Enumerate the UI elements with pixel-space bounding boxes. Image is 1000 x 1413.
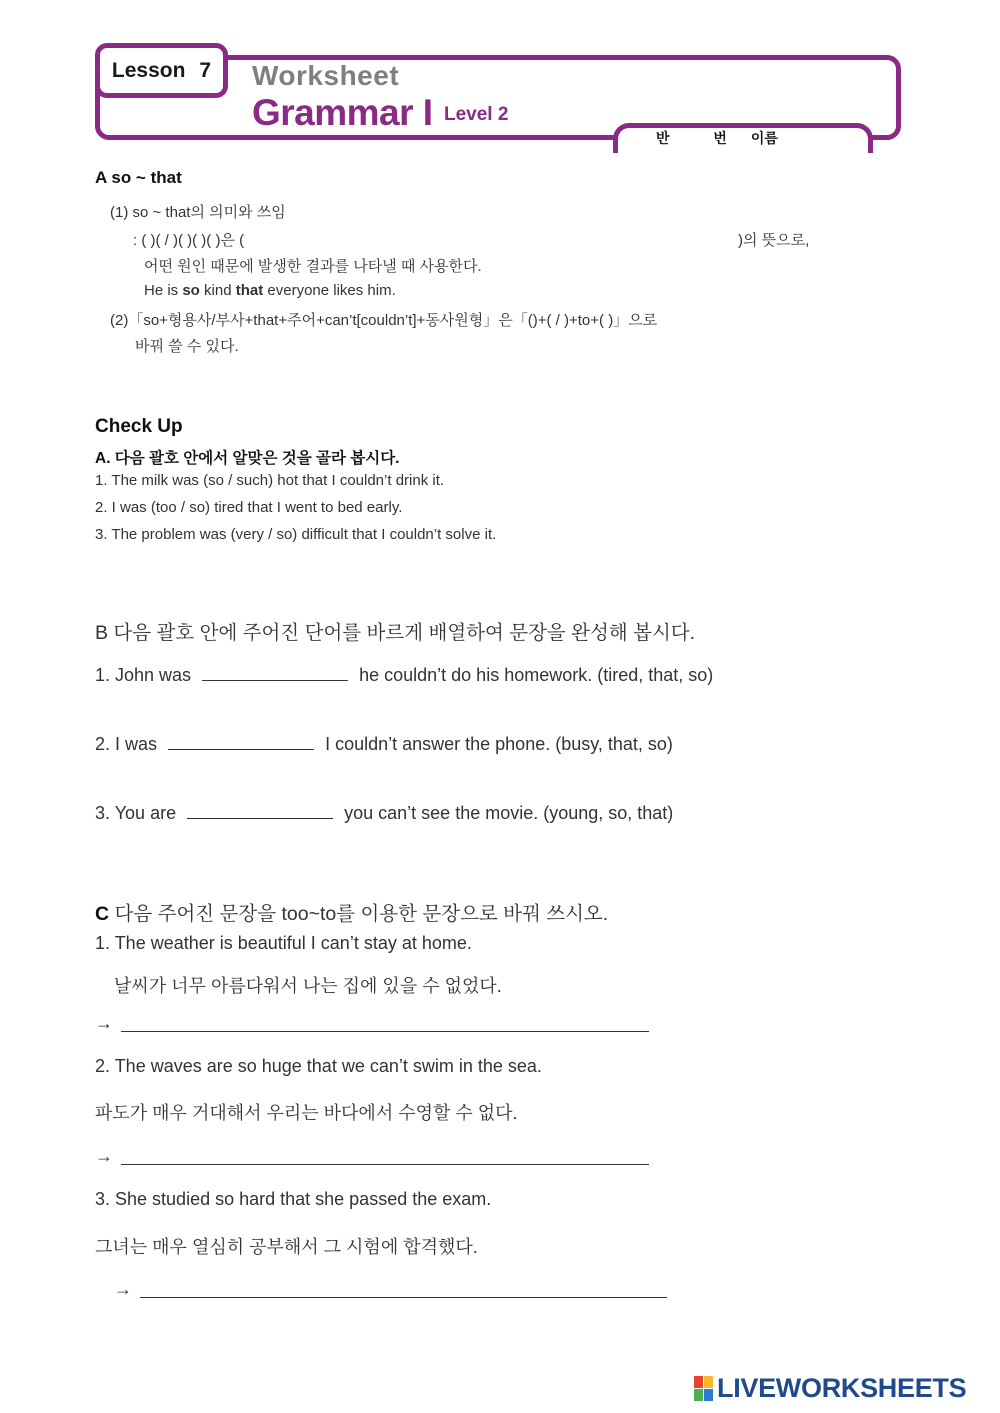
section-c-arrow-2: → xyxy=(95,1146,113,1166)
section-a-p2-line2: 바꿔 쓸 수 있다. xyxy=(135,338,239,355)
b2-pre: 2. I was xyxy=(95,734,158,754)
section-a-p1-line1-right: )의 뜻으로, xyxy=(738,232,810,249)
b3-post: you can’t see the movie. (young, so, that) xyxy=(344,803,674,823)
section-c-arrow-3: → xyxy=(114,1279,132,1299)
check-up-item-1: 1. The milk was (so / such) hot that I couldn’t drink it. xyxy=(95,472,445,489)
b3-answer-blank[interactable] xyxy=(187,800,333,819)
check-up-item-3: 3. The problem was (very / so) difficult that I couldn’t solve it. xyxy=(95,526,497,543)
section-c-item-3-ko: 그녀는 매우 열심히 공부해서 그 시험에 합격했다. xyxy=(95,1237,478,1257)
example-mid: kind xyxy=(199,282,236,299)
b1-answer-blank[interactable] xyxy=(202,662,348,681)
section-b-item-3 xyxy=(95,800,673,824)
worksheet-title: Worksheet xyxy=(252,60,400,91)
b3-pre: 3. You are xyxy=(95,803,177,823)
check-up-instruction: A. 다음 괄호 안에서 알맞은 것을 골라 봅시다. xyxy=(95,450,400,467)
section-b-item-2 xyxy=(95,731,673,755)
section-c-title: 다음 주어진 문장을 too~to를 이용한 문장으로 바꿔 쓰시오. xyxy=(109,903,609,925)
section-a-example xyxy=(144,282,396,299)
grammar-title: Grammar I xyxy=(252,92,433,133)
liveworksheets-logo xyxy=(694,1373,966,1404)
section-c-item-1-ko: 날씨가 너무 아름다워서 나는 집에 있을 수 없었다. xyxy=(114,976,502,996)
section-a-p1-title: (1) so ~ that의 의미와 쓰임 xyxy=(110,204,286,221)
section-c-letter: C xyxy=(95,903,110,925)
level-label: Level 2 xyxy=(444,104,509,125)
liveworksheets-logo-icon xyxy=(694,1376,714,1402)
b2-post: I couldn’t answer the phone. (busy, that, so) xyxy=(325,734,673,754)
check-up-title: Check Up xyxy=(95,416,183,437)
example-post: everyone likes him. xyxy=(263,282,396,299)
section-c-item-2-en: 2. The waves are so huge that we can’t swim in the sea. xyxy=(95,1056,542,1076)
check-up-item-2: 2. I was (too / so) tired that I went to bed early. xyxy=(95,499,403,516)
b2-answer-blank[interactable] xyxy=(168,731,314,750)
section-c-item-2-ko: 파도가 매우 거대해서 우리는 바다에서 수영할 수 없다. xyxy=(95,1103,518,1123)
section-c-answer-line-2[interactable] xyxy=(121,1164,649,1165)
lesson-number: 7 xyxy=(199,58,212,82)
section-a-title: A so ~ that xyxy=(95,168,182,187)
section-c-item-3-en: 3. She studied so hard that she passed the exam. xyxy=(95,1189,492,1209)
class-label: 반 xyxy=(656,130,670,146)
section-a-p1-line2: 어떤 원인 때문에 발생한 결과를 나타낼 때 사용한다. xyxy=(144,258,482,275)
section-b-title: B 다음 괄호 안에 주어진 단어를 바르게 배열하여 문장을 완성해 봅시다. xyxy=(95,622,696,644)
b1-post: he couldn’t do his homework. (tired, that, so) xyxy=(359,665,714,685)
lesson-badge xyxy=(95,43,228,98)
example-so: so xyxy=(182,282,200,299)
section-b-item-1 xyxy=(95,662,713,686)
section-c-answer-line-1[interactable] xyxy=(121,1031,649,1032)
b1-pre: 1. John was xyxy=(95,665,192,685)
liveworksheets-logo-text: LIVEWORKSHEETS xyxy=(717,1373,967,1403)
section-c-answer-line-3[interactable] xyxy=(140,1297,667,1298)
section-a-p1-line1-left: : ( )( / )( )( )( )은 ( xyxy=(133,232,245,249)
section-a-p2-line1: (2)「so+형용사/부사+that+주어+can’t[couldn’t]+동사원형」은「()+( / )+to+( )」으로 xyxy=(110,312,658,329)
name-fields xyxy=(656,128,778,148)
name-label: 이름 xyxy=(750,130,778,146)
section-c-item-1-en: 1. The weather is beautiful I can’t stay at home. xyxy=(95,933,472,953)
example-pre: He is xyxy=(144,282,183,299)
section-c-title-row xyxy=(95,898,608,926)
number-label: 번 xyxy=(713,130,727,146)
lesson-label: Lesson xyxy=(111,58,186,82)
example-that: that xyxy=(235,282,264,299)
section-c-arrow-1: → xyxy=(95,1013,113,1033)
